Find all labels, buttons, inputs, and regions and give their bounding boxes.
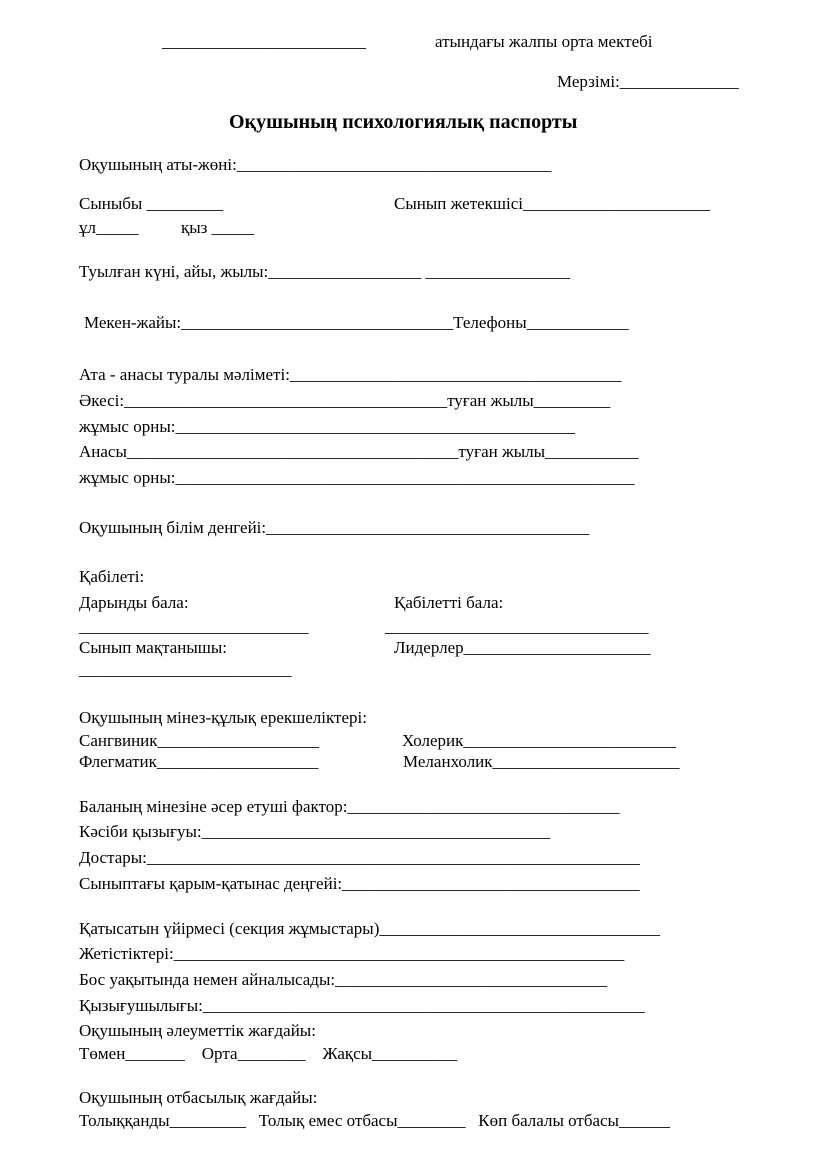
leaders-field[interactable]: Лидерлер______________________: [394, 638, 651, 657]
school-label: атындағы жалпы орта мектебі: [435, 32, 653, 51]
school-name-blank[interactable]: ________________________: [162, 32, 366, 51]
temperament-heading: Оқушының мінез-құлық ерекшеліктері:: [79, 708, 367, 727]
class-pride-label: Сынып мақтанышы:: [79, 638, 228, 657]
father-field[interactable]: Әкесі:______________________________________туған жылы_________: [79, 391, 611, 410]
student-name-field[interactable]: Оқушының аты-жөні:_____________________________________: [79, 155, 552, 174]
birth-date-field[interactable]: Туылған күні, айы, жылы:__________________ _________________: [79, 262, 570, 281]
social-status-heading: Оқушының әлеуметтік жағдайы:: [79, 1021, 316, 1040]
term-field[interactable]: Мерзімі:______________: [557, 72, 739, 91]
page-title: Оқушының психологиялық паспорты: [229, 111, 578, 133]
family-status-heading: Оқушының отбасылық жағдайы:: [79, 1088, 318, 1107]
class-relations-field[interactable]: Сыныптағы қарым-қатынас деңгейі:___________________________________: [79, 874, 640, 893]
gifted-blank[interactable]: ___________________________: [79, 617, 309, 636]
phlegmatic-field[interactable]: Флегматик___________________: [79, 752, 319, 771]
melancholic-field[interactable]: Меланхолик______________________: [403, 752, 680, 771]
parents-info-field[interactable]: Ата - анасы туралы мәліметі:_______________________________________: [79, 365, 622, 384]
sanguine-field[interactable]: Сангвиник___________________: [79, 731, 320, 750]
address-phone-field[interactable]: Мекен-жайы:________________________________Телефоны____________: [84, 313, 629, 332]
free-time-field[interactable]: Бос уақытында немен айналысады:________________________________: [79, 970, 608, 989]
choleric-field[interactable]: Холерик_________________________: [402, 731, 676, 750]
class-pride-blank[interactable]: _________________________: [79, 660, 292, 679]
grade-field[interactable]: Сыныбы _________: [79, 194, 224, 213]
clubs-field[interactable]: Қатысатын үйірмесі (секция жұмыстары)_________________________________: [79, 919, 660, 938]
capable-label: Қабілетті бала:: [394, 593, 504, 612]
career-interest-field[interactable]: Кәсіби қызығуы:_________________________________________: [79, 822, 551, 841]
friends-field[interactable]: Достары:__________________________________________________________: [79, 848, 640, 867]
influence-factor-field[interactable]: Баланың мінезіне әсер етуші фактор:________________________________: [79, 797, 620, 816]
abilities-heading: Қабілеті:: [79, 567, 145, 586]
mother-field[interactable]: Анасы_______________________________________туған жылы___________: [79, 442, 639, 461]
achievements-field[interactable]: Жетістіктері:_____________________________________________________: [79, 944, 625, 963]
father-work-field[interactable]: жұмыс орны:_______________________________________________: [79, 417, 575, 436]
social-levels-field[interactable]: Төмен_______ Орта________ Жақсы__________: [79, 1044, 458, 1063]
gifted-label: Дарынды бала:: [79, 593, 189, 612]
class-teacher-field[interactable]: Сынып жетекшісі______________________: [394, 194, 711, 213]
capable-blank[interactable]: _______________________________: [385, 617, 649, 636]
family-types-field[interactable]: Толыққанды_________ Толық емес отбасы________ Көп балалы отбасы______: [79, 1111, 670, 1130]
interests-field[interactable]: Қызығушылығы:____________________________________________________: [79, 996, 645, 1015]
gender-field[interactable]: ұл_____ қыз _____: [79, 218, 255, 237]
education-level-field[interactable]: Оқушының білім денгейі:______________________________________: [79, 518, 590, 537]
mother-work-field[interactable]: жұмыс орны:______________________________________________________: [79, 468, 635, 487]
